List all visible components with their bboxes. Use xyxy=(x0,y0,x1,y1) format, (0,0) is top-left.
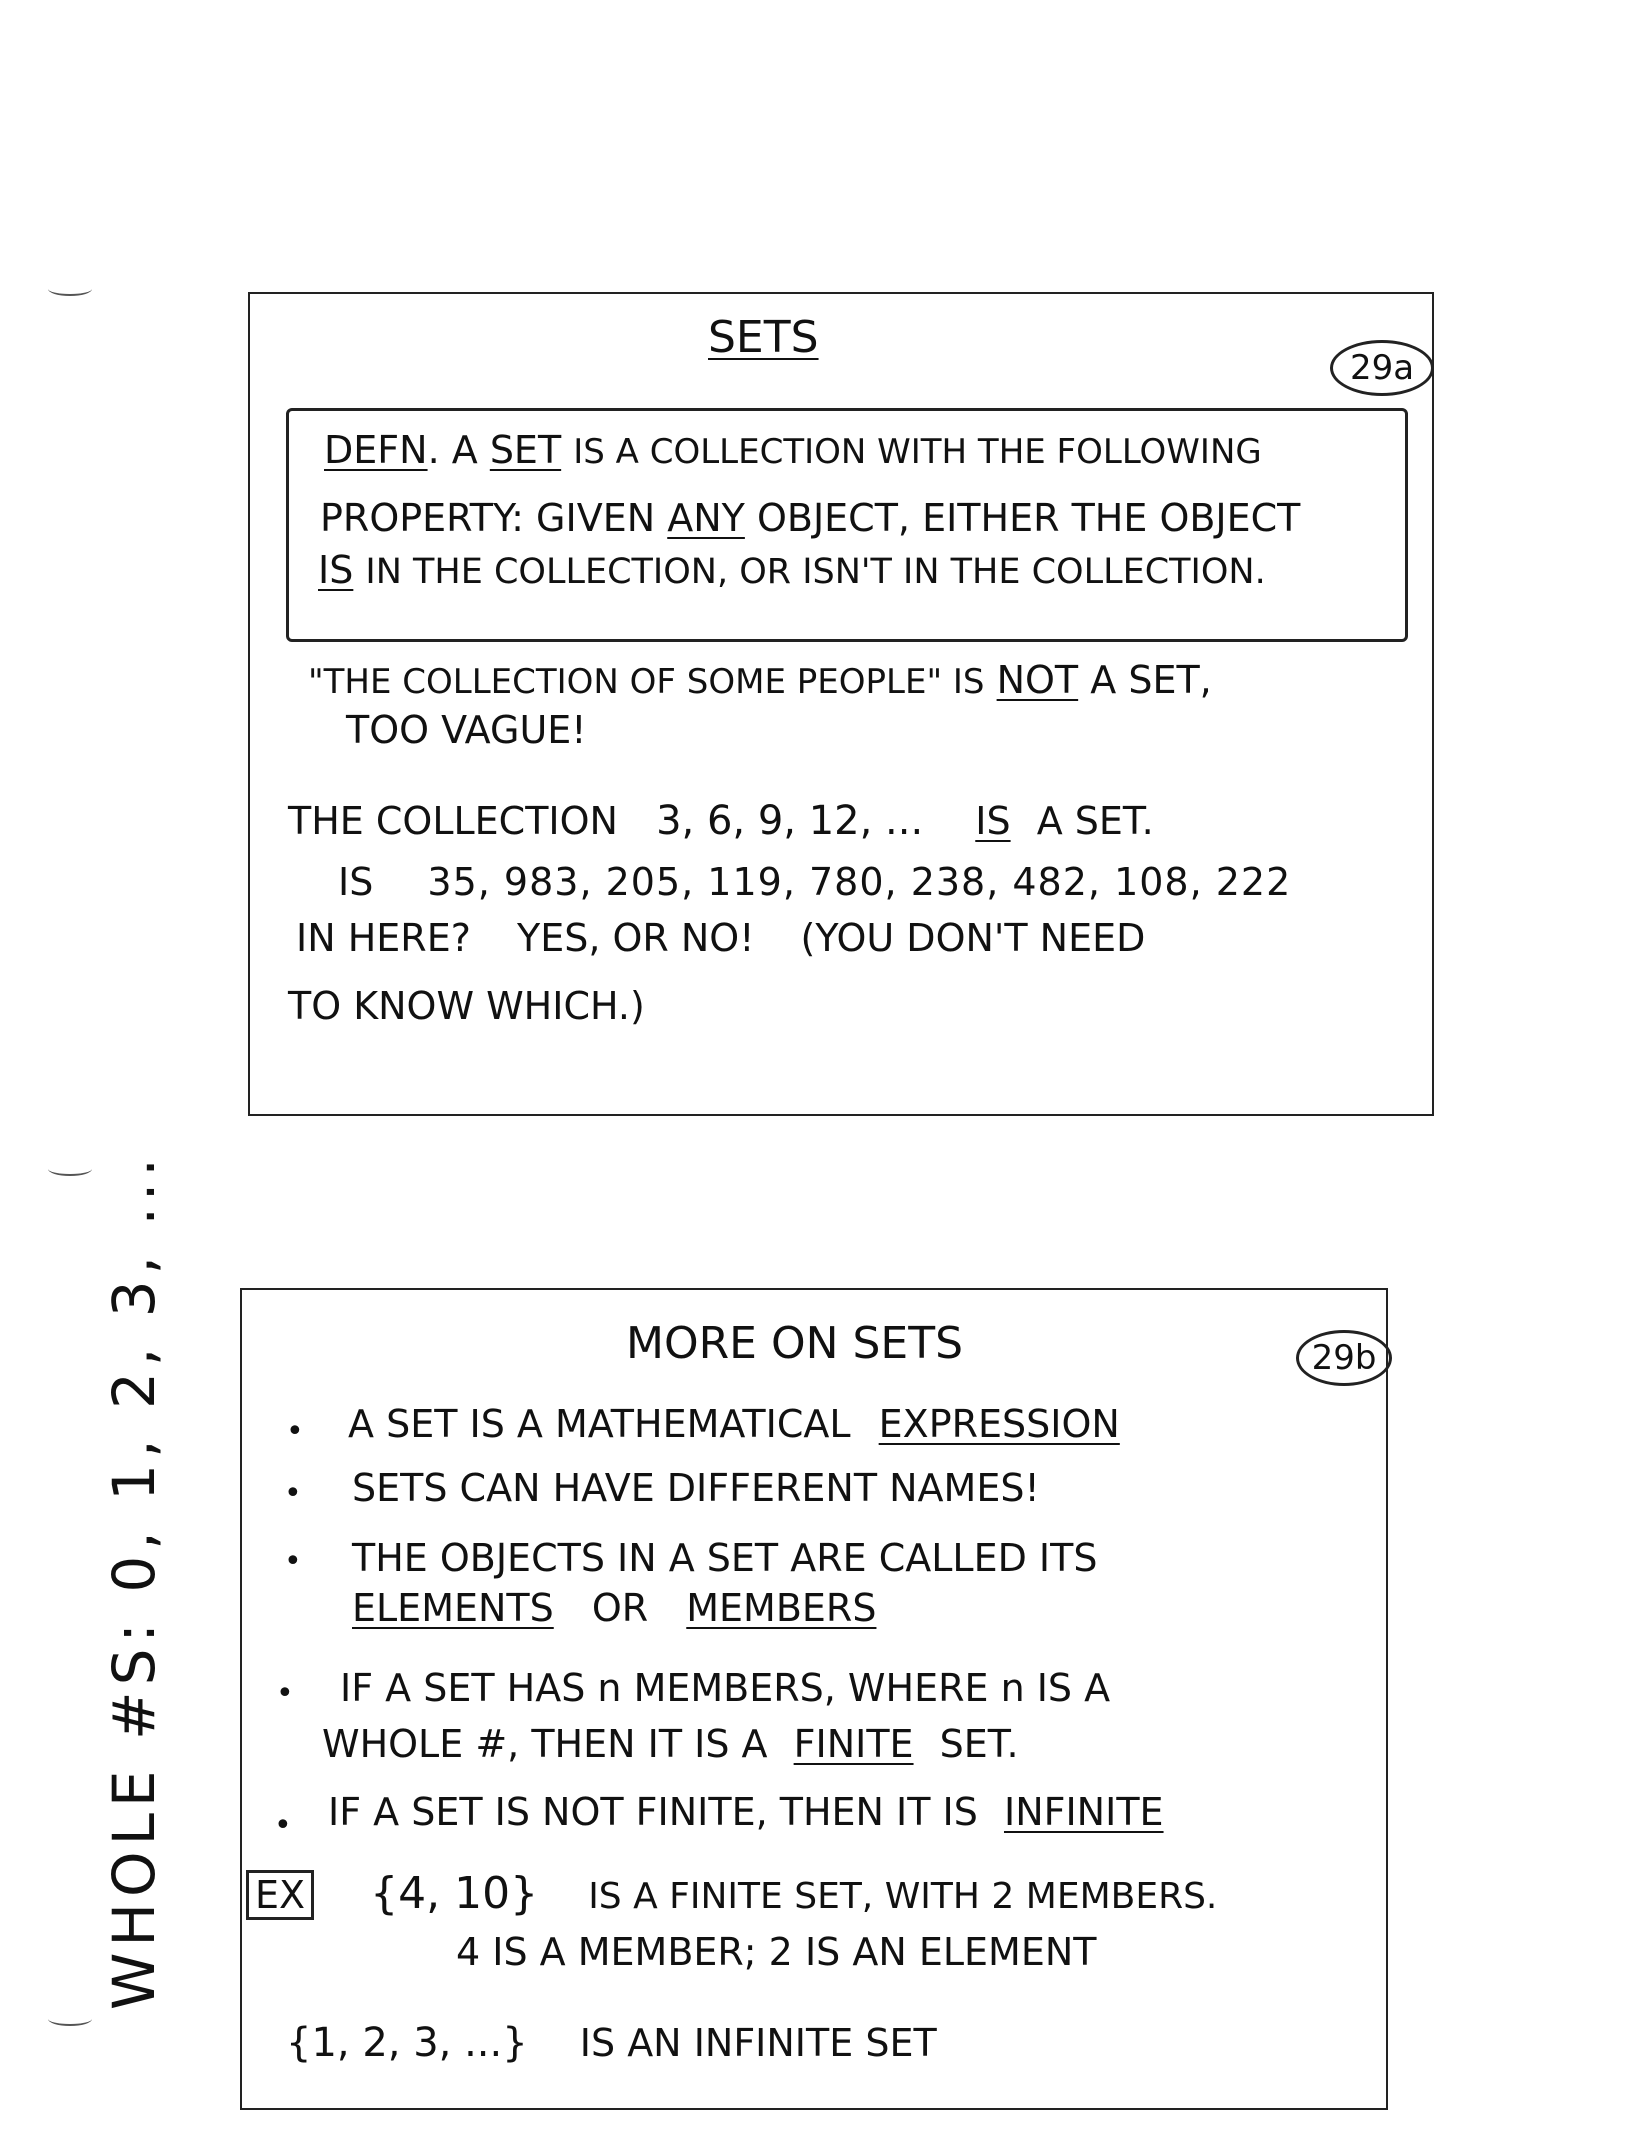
whole-numbers-margin-note: WHOLE #S: 0, 1, 2, 3, ... xyxy=(100,1152,168,2010)
card-29a-tag: 29a xyxy=(1330,340,1434,396)
bullet-dot: • xyxy=(284,1544,302,1579)
example-b-line-1 xyxy=(246,1868,1217,1919)
bullet-dot: • xyxy=(276,1676,294,1711)
bullet-2: SETS CAN HAVE DIFFERENT NAMES! xyxy=(352,1466,1040,1510)
definition-line-2 xyxy=(320,496,1300,540)
bullet-text: WHOLE #, THEN IT IS A xyxy=(322,1722,768,1766)
example-line-2 xyxy=(338,860,1291,904)
card-29a-title: SETS xyxy=(708,312,819,363)
set-term: SET xyxy=(489,428,562,472)
bullet-dot: • xyxy=(286,1414,304,1449)
is-term: IS xyxy=(318,548,354,592)
definition-line-1 xyxy=(324,428,1262,472)
bullet-4-line-2 xyxy=(322,1722,1019,1766)
example-text: (YOU DON'T NEED xyxy=(800,916,1146,960)
example-b-line-3 xyxy=(286,2020,937,2066)
bullet-text: OR xyxy=(591,1586,649,1630)
not-term: NOT xyxy=(996,658,1079,702)
defn-label: DEFN xyxy=(324,428,428,472)
example-line-3 xyxy=(296,916,1145,960)
definition-text: . A xyxy=(427,428,478,472)
ex-label: EX xyxy=(246,1870,314,1920)
example-b-line-2: 4 IS A MEMBER; 2 IS AN ELEMENT xyxy=(456,1930,1097,1974)
bullet-text: IF A SET IS NOT FINITE, THEN IT IS xyxy=(328,1790,978,1834)
finite-term: FINITE xyxy=(793,1722,914,1766)
expression-term: EXPRESSION xyxy=(878,1402,1120,1446)
bullet-5 xyxy=(328,1790,1164,1834)
example-text: THE COLLECTION xyxy=(288,799,618,843)
bullet-text: SET. xyxy=(939,1722,1019,1766)
margin-mark xyxy=(48,1162,92,1176)
card-29b-title: MORE ON SETS xyxy=(626,1318,964,1369)
set-notation: {4, 10} xyxy=(370,1868,539,1919)
example-text: A SET. xyxy=(1036,799,1154,843)
example-line-4: TO KNOW WHICH.) xyxy=(288,984,645,1028)
any-term: ANY xyxy=(667,496,745,540)
example-text: YES, OR NO! xyxy=(516,916,755,960)
is-term: IS xyxy=(975,799,1011,843)
definition-text: IN THE COLLECTION, OR ISN'T IN THE COLLECTION. xyxy=(365,552,1266,592)
bullet-text: A SET IS A MATHEMATICAL xyxy=(348,1402,851,1446)
bullet-3-line-1: THE OBJECTS IN A SET ARE CALLED ITS xyxy=(352,1536,1098,1580)
sequence: 3, 6, 9, 12, ... xyxy=(656,798,924,844)
bullet-4-line-1: IF A SET HAS n MEMBERS, WHERE n IS A xyxy=(340,1666,1111,1710)
example-text: IN HERE? xyxy=(296,916,471,960)
example-text: IS A FINITE SET, WITH 2 MEMBERS. xyxy=(588,1876,1218,1917)
example-line-1 xyxy=(288,798,1154,844)
vague-note-line-1 xyxy=(308,658,1212,702)
bullet-dot: • xyxy=(284,1476,302,1511)
bullet-dot: • xyxy=(274,1808,292,1843)
definition-line-3 xyxy=(318,548,1266,592)
bullet-1 xyxy=(348,1402,1120,1446)
infinite-term: INFINITE xyxy=(1003,1790,1164,1834)
vague-note-line-2: TOO VAGUE! xyxy=(346,708,587,752)
note-text: "THE COLLECTION OF SOME PEOPLE" IS xyxy=(308,662,985,702)
definition-text: PROPERTY: GIVEN xyxy=(320,496,656,540)
card-29b-tag: 29b xyxy=(1296,1330,1392,1386)
example-text: IS xyxy=(338,860,374,904)
margin-mark xyxy=(48,2012,92,2026)
margin-mark xyxy=(48,282,92,296)
example-text: IS AN INFINITE SET xyxy=(579,2021,937,2065)
number-list: 35, 983, 205, 119, 780, 238, 482, 108, 222 xyxy=(427,860,1292,904)
members-term: MEMBERS xyxy=(686,1586,877,1630)
definition-text: OBJECT, EITHER THE OBJECT xyxy=(756,496,1301,540)
note-text: A SET, xyxy=(1090,658,1212,702)
set-notation: {1, 2, 3, ...} xyxy=(286,2020,528,2066)
elements-term: ELEMENTS xyxy=(352,1586,554,1630)
definition-text: IS A COLLECTION WITH THE FOLLOWING xyxy=(573,432,1262,472)
bullet-3-line-2 xyxy=(352,1586,876,1630)
